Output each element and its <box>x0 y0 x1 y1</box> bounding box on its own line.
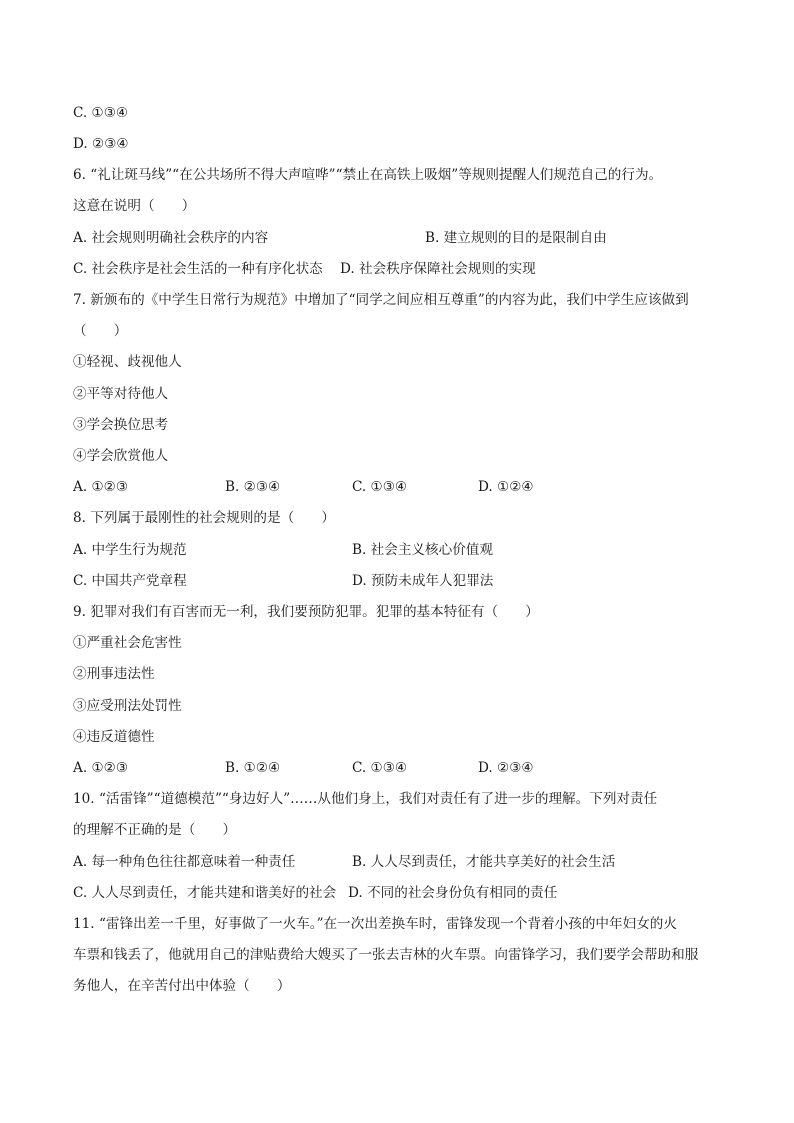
q9-item-2: ②刑事违法性 <box>73 666 155 682</box>
q7-item-2: ②平等对待他人 <box>73 386 169 402</box>
q7-item-1: ①轻视、歧视他人 <box>73 354 182 370</box>
q7-stem-line1: 7. 新颁布的《中学生日常行为规范》中增加了“同学之间应相互尊重”的内容为此，我们中学生应该做到 <box>73 292 689 308</box>
prev-option-c: C. ①③④ <box>73 105 129 121</box>
q10-options-row1 <box>73 852 723 872</box>
q9-option-c: C. ①③④ <box>352 760 408 776</box>
q9-stem: 9. 犯罪对我们有百害而无一利，我们要预防犯罪。犯罪的基本特征有（ ） <box>73 604 539 620</box>
q9-item-4: ④违反道德性 <box>73 729 155 745</box>
q8-option-a: A. 中学生行为规范 <box>73 542 187 558</box>
q6-stem-line1: 6. “礼让斑马线”“在公共场所不得大声喧哗”“禁止在高铁上吸烟”等规则提醒人们规范自己的行为。 <box>73 167 663 183</box>
q10-option-a: A. 每一种角色往往都意味着一种责任 <box>73 854 296 870</box>
prev-option-d: D. ②③④ <box>73 136 129 152</box>
q11-stem-line3: 务他人，在辛苦付出中体验（ ） <box>73 978 291 994</box>
q6-option-d: D. 社会秩序保障社会规则的实现 <box>340 261 536 277</box>
q10-stem-line2: 的理解不正确的是（ ） <box>73 822 237 838</box>
q10-option-d: D. 不同的社会身份负有相同的责任 <box>348 885 558 901</box>
q7-option-d: D. ①②④ <box>478 479 534 495</box>
q10-option-c: C. 人人尽到责任，才能共建和谐美好的社会 <box>73 885 337 901</box>
q10-options-row2 <box>73 883 723 903</box>
q6-stem-line2: 这意在说明（ ） <box>73 198 196 214</box>
q7-option-b: B. ②③④ <box>225 479 281 495</box>
q6-option-b: B. 建立规则的目的是限制自由 <box>425 230 607 246</box>
q9-option-b: B. ①②④ <box>225 760 281 776</box>
q8-options-row1 <box>73 540 723 560</box>
q8-option-d: D. 预防未成年人犯罪法 <box>352 573 494 589</box>
q7-option-c: C. ①③④ <box>352 479 408 495</box>
q7-item-4: ④学会欣赏他人 <box>73 448 169 464</box>
q6-option-a: A. 社会规则明确社会秩序的内容 <box>73 230 269 246</box>
q7-stem-line2: （ ） <box>73 323 128 339</box>
q9-item-1: ①严重社会危害性 <box>73 635 182 651</box>
q6-options-row2 <box>73 259 723 279</box>
q8-option-b: B. 社会主义核心价值观 <box>352 542 493 558</box>
q9-item-3: ③应受刑法处罚性 <box>73 698 182 714</box>
q9-option-a: A. ①②③ <box>73 760 129 776</box>
q9-option-d: D. ②③④ <box>478 760 534 776</box>
q10-stem-line1: 10. “活雷锋”“道德模范”“身边好人”……从他们身上，我们对责任有了进一步的理解。下列对责任 <box>73 791 658 807</box>
q6-options-row1 <box>73 228 723 248</box>
q10-option-b: B. 人人尽到责任，才能共享美好的社会生活 <box>352 854 616 870</box>
q6-option-c: C. 社会秩序是社会生活的一种有序化状态 <box>73 261 323 277</box>
q8-options-row2 <box>73 571 723 591</box>
q7-item-3: ③学会换位思考 <box>73 417 169 433</box>
q7-option-a: A. ①②③ <box>73 479 129 495</box>
q11-stem-line1: 11. “雷锋出差一千里，好事做了一火车。”在一次出差换车时，雷锋发现一个背着小孩的中年妇女的火 <box>73 916 677 932</box>
q11-stem-line2: 车票和钱丢了，他就用自己的津贴费给大嫂买了一张去吉林的火车票。向雷锋学习，我们要学会帮助和服 <box>73 947 699 963</box>
q8-stem: 8. 下列属于最刚性的社会规则的是（ ） <box>73 510 335 526</box>
q8-option-c: C. 中国共产党章程 <box>73 573 187 589</box>
